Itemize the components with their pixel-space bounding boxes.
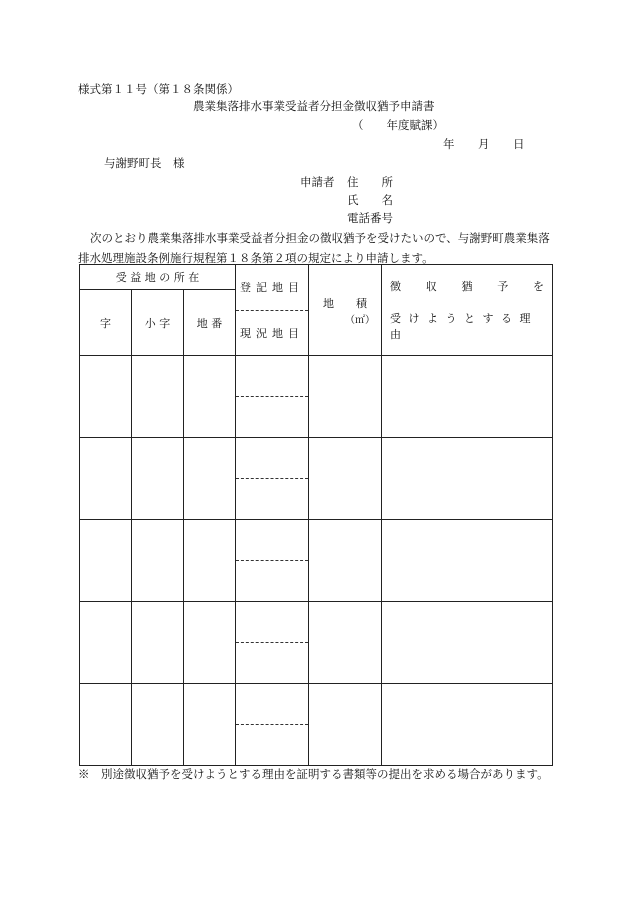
chiban-header: 地 番 bbox=[184, 290, 236, 356]
reason-cell[interactable] bbox=[382, 520, 553, 602]
aza-cell[interactable] bbox=[80, 684, 132, 766]
form-number: 様式第１１号（第１８条関係） bbox=[78, 82, 239, 96]
chiban-cell[interactable] bbox=[184, 356, 236, 438]
area-label: 地 積 bbox=[323, 296, 368, 310]
area-cell[interactable] bbox=[309, 684, 382, 766]
location-header: 受 益 地 の 所 在 bbox=[80, 265, 236, 290]
reason-header bbox=[382, 265, 553, 356]
aza-header: 字 bbox=[80, 290, 132, 356]
reason-line-1 bbox=[382, 278, 552, 294]
koaza-cell[interactable] bbox=[132, 684, 184, 766]
area-cell[interactable] bbox=[309, 356, 382, 438]
chiban-cell[interactable] bbox=[184, 602, 236, 684]
koaza-cell[interactable] bbox=[132, 520, 184, 602]
table-row bbox=[80, 520, 553, 602]
reason-cell[interactable] bbox=[382, 684, 553, 766]
application-table bbox=[79, 264, 553, 766]
land-category-cell[interactable] bbox=[236, 684, 309, 766]
aza-cell[interactable] bbox=[80, 438, 132, 520]
address-label: 住 所 bbox=[347, 175, 393, 189]
aza-cell[interactable] bbox=[80, 520, 132, 602]
chiban-cell[interactable] bbox=[184, 684, 236, 766]
footnote: ※ 別途徴収猶予を受けようとする理由を証明する書類等の提出を求める場合があります。 bbox=[78, 767, 549, 781]
reason-char: 徴 bbox=[390, 280, 402, 293]
koaza-cell[interactable] bbox=[132, 438, 184, 520]
table-row bbox=[80, 438, 553, 520]
land-category-cell[interactable] bbox=[236, 356, 309, 438]
name-label: 氏 名 bbox=[347, 193, 393, 207]
koaza-header: 小 字 bbox=[132, 290, 184, 356]
koaza-cell[interactable] bbox=[132, 602, 184, 684]
reason-char: 予 bbox=[497, 280, 509, 293]
area-header bbox=[309, 265, 382, 356]
date-day-label: 日 bbox=[513, 137, 525, 151]
chiban-cell[interactable] bbox=[184, 438, 236, 520]
reason-cell[interactable] bbox=[382, 438, 553, 520]
phone-label: 電話番号 bbox=[347, 211, 393, 225]
table-row bbox=[80, 356, 553, 438]
date-year-label: 年 bbox=[443, 137, 455, 151]
reason-cell[interactable] bbox=[382, 602, 553, 684]
koaza-cell[interactable] bbox=[132, 356, 184, 438]
current-category-label: 現況地目 bbox=[240, 326, 305, 340]
aza-cell[interactable] bbox=[80, 602, 132, 684]
reason-cell[interactable] bbox=[382, 356, 553, 438]
land-category-cell[interactable] bbox=[236, 438, 309, 520]
document-title: 農業集落排水事業受益者分担金徴収猶予申請書 bbox=[193, 99, 435, 113]
application-body-text: 次のとおり農業集落排水事業受益者分担金の徴収猶予を受けたいので、与謝野町農業集落排水処理施設条例施行規程第１８条第２項の規定により申請します。 bbox=[78, 231, 550, 265]
addressee: 与謝野町長 様 bbox=[104, 156, 185, 170]
fiscal-year: （ 年度賦課） bbox=[352, 118, 444, 132]
date-month-label: 月 bbox=[478, 137, 490, 151]
area-cell[interactable] bbox=[309, 520, 382, 602]
reason-char: 収 bbox=[425, 280, 437, 293]
land-category-cell[interactable] bbox=[236, 520, 309, 602]
reason-line-2: 受けようとする理由 bbox=[390, 312, 539, 341]
chiban-cell[interactable] bbox=[184, 520, 236, 602]
reason-char: 猶 bbox=[461, 280, 473, 293]
registered-category-label: 登記地目 bbox=[236, 265, 308, 311]
reason-char: を bbox=[533, 280, 545, 293]
table-row bbox=[80, 602, 553, 684]
aza-cell[interactable] bbox=[80, 356, 132, 438]
area-cell[interactable] bbox=[309, 438, 382, 520]
table-row bbox=[80, 684, 553, 766]
area-cell[interactable] bbox=[309, 602, 382, 684]
area-unit: （㎡） bbox=[345, 314, 376, 326]
applicant-label: 申請者 bbox=[300, 175, 335, 189]
land-category-header bbox=[236, 265, 309, 356]
land-category-cell[interactable] bbox=[236, 602, 309, 684]
